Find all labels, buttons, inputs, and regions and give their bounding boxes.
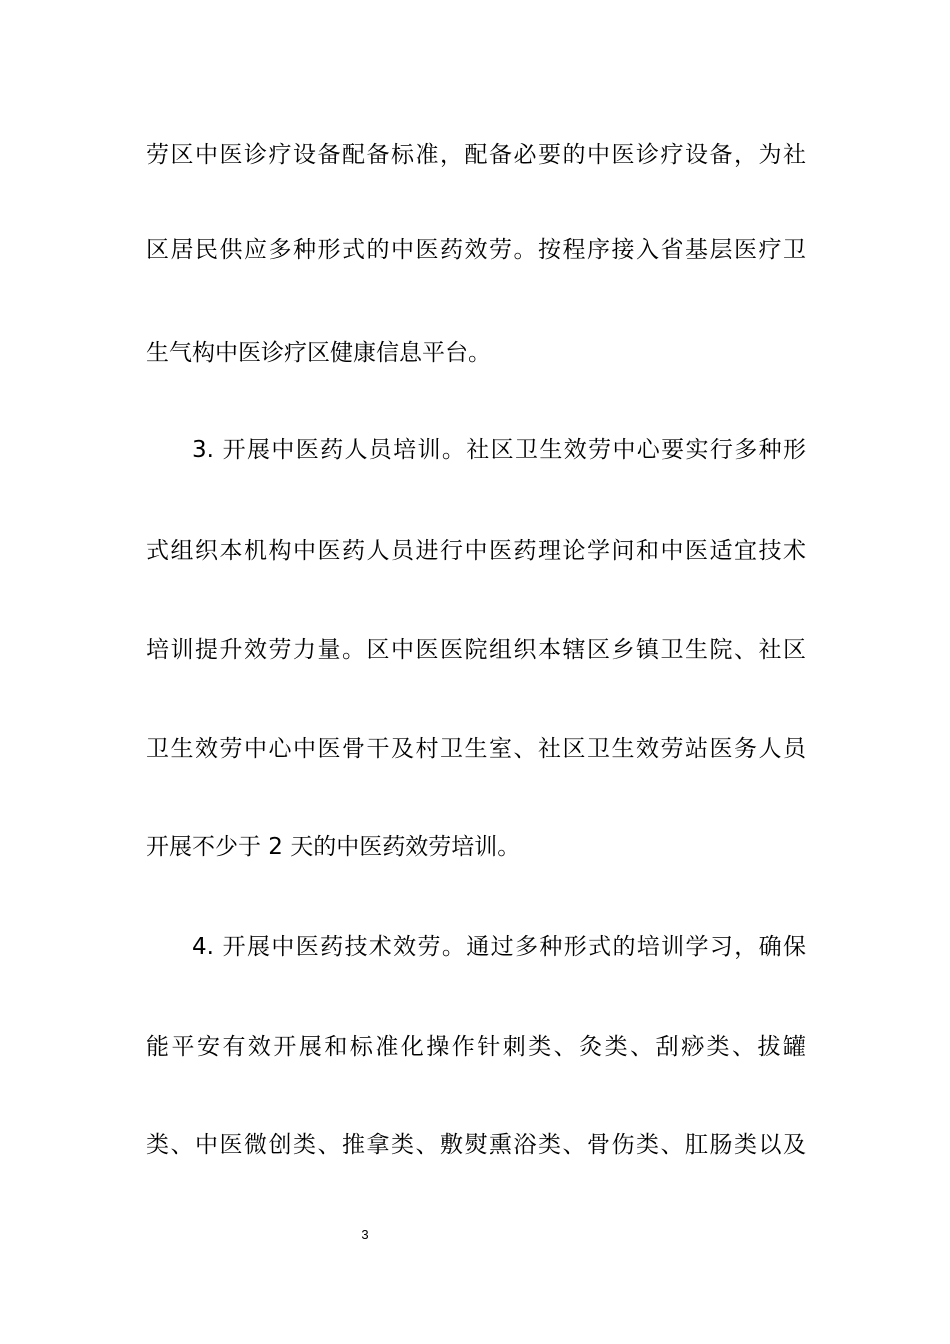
text-line: 生气构中医诊疗区健康信息平台。 — [146, 340, 491, 366]
text-line: 式组织本机构中医药人员进行中医药理论学问和中医适宜技术 — [146, 538, 806, 564]
text-line: 培训提升效劳力量。区中医医院组织本辖区乡镇卫生院、社区 — [146, 637, 806, 663]
text-line: 卫生效劳中心中医骨干及村卫生室、社区卫生效劳站医务人员 — [146, 736, 806, 762]
page-number: 3 — [361, 1227, 369, 1242]
text-line: 能平安有效开展和标准化操作针刺类、灸类、刮痧类、拔罐 — [146, 1034, 806, 1060]
text-line: 类、中医微创类、推拿类、敷熨熏浴类、骨伤类、肛肠类以及 — [146, 1132, 806, 1158]
text-line: 劳区中医诊疗设备配备标准，配备必要的中医诊疗设备，为社 — [146, 142, 806, 168]
paragraph-3-first-line: 3. 开展中医药人员培训。社区卫生效劳中心要实行多种形 — [192, 437, 806, 463]
paragraph-4-first-line: 4. 开展中医药技术效劳。通过多种形式的培训学习，确保 — [192, 934, 806, 960]
text-line: 区居民供应多种形式的中医药效劳。按程序接入省基层医疗卫 — [146, 237, 806, 263]
text-line: 开展不少于 2 天的中医药效劳培训。 — [146, 834, 521, 860]
